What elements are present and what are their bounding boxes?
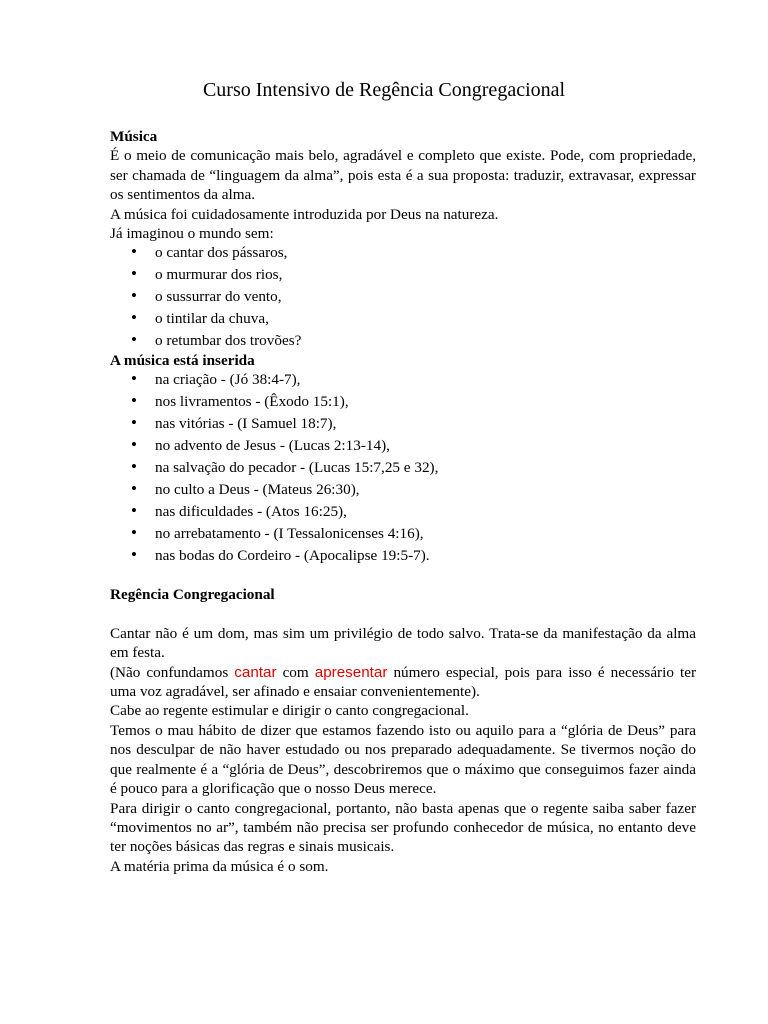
list-item: • no culto a Deus - (Mateus 26:30), <box>110 480 696 499</box>
text-run: número especial, pois para isso é necessário ter uma voz agradável, ser afinado e ensaiar convenientemente). <box>110 663 696 701</box>
list-item: • o retumbar dos trovões? <box>110 331 696 350</box>
paragraph: Cantar não é um dom, mas sim um privilégio de todo salvo. Trata-se da manifestação da alma em festa. <box>110 624 696 662</box>
paragraph: Para dirigir o canto congregacional, portanto, não basta apenas que o regente saiba saber fazer “movimentos no ar”, também não precisa ser profundo conhecedor de música, no entanto deve ter noções básicas das regras e sinais musicais. <box>110 799 696 856</box>
bullet-list-references <box>110 370 696 565</box>
paragraph: É o meio de comunicação mais belo, agradável e completo que existe. Pode, com propriedade, ser chamada de “linguagem da alma”, pois esta é a sua proposta: traduzir, extravasar, expressar os sentimentos da alma. <box>110 147 696 204</box>
paragraph-emphasis <box>110 663 696 702</box>
list-item: • na criação - (Jó 38:4-7), <box>110 370 696 389</box>
spacer <box>110 604 696 623</box>
list-item: • nas bodas do Cordeiro - (Apocalipse 19:5-7). <box>110 546 696 565</box>
list-item: • o cantar dos pássaros, <box>110 243 696 262</box>
section-heading-musica: Música <box>110 128 158 145</box>
text-run: com <box>276 663 315 681</box>
section-heading-inserida: A música está inserida <box>110 351 255 369</box>
list-item: • o sussurrar do vento, <box>110 287 696 306</box>
paragraph: Temos o mau hábito de dizer que estamos fazendo isto ou aquilo para a “glória de Deus” para nos desculpar de não haver estudado ou nos preparado adequadamente. Se tivermos noção do que realmente é a “glória de Deus”, descobriremos que o máximo que conseguimos fazer ainda é pouco para a glorificação que o nosso Deus merece. <box>110 721 696 798</box>
list-item: • nas dificuldades - (Atos 16:25), <box>110 502 696 521</box>
paragraph: Já imaginou o mundo sem: <box>110 225 274 243</box>
document-body <box>110 127 696 876</box>
bullet-list-nature <box>110 243 696 350</box>
list-item: • na salvação do pecador - (Lucas 15:7,25 e 32), <box>110 458 696 477</box>
list-item: • nos livramentos - (Êxodo 15:1), <box>110 392 696 411</box>
paragraph: A música foi cuidadosamente introduzida por Deus na natureza. <box>110 205 499 223</box>
spacer <box>110 566 696 585</box>
emphasis-word-apresentar: apresentar <box>314 663 388 681</box>
list-item: • no advento de Jesus - (Lucas 2:13-14), <box>110 436 696 455</box>
paragraph: A matéria prima da música é o som. <box>110 857 329 875</box>
list-item: • no arrebatamento - (I Tessalonicenses 4:16), <box>110 524 696 543</box>
list-item: • nas vitórias - (I Samuel 18:7), <box>110 414 696 433</box>
emphasis-word-cantar: cantar <box>234 663 277 681</box>
text-run: (Não confundamos <box>110 663 235 681</box>
section-heading-regencia: Regência Congregacional <box>110 586 275 604</box>
list-item: • o tintilar da chuva, <box>110 309 696 328</box>
document-title: Curso Intensivo de Regência Congregacional <box>202 79 566 101</box>
list-item: • o murmurar dos rios, <box>110 265 696 284</box>
paragraph: Cabe ao regente estimular e dirigir o canto congregacional. <box>110 702 469 720</box>
